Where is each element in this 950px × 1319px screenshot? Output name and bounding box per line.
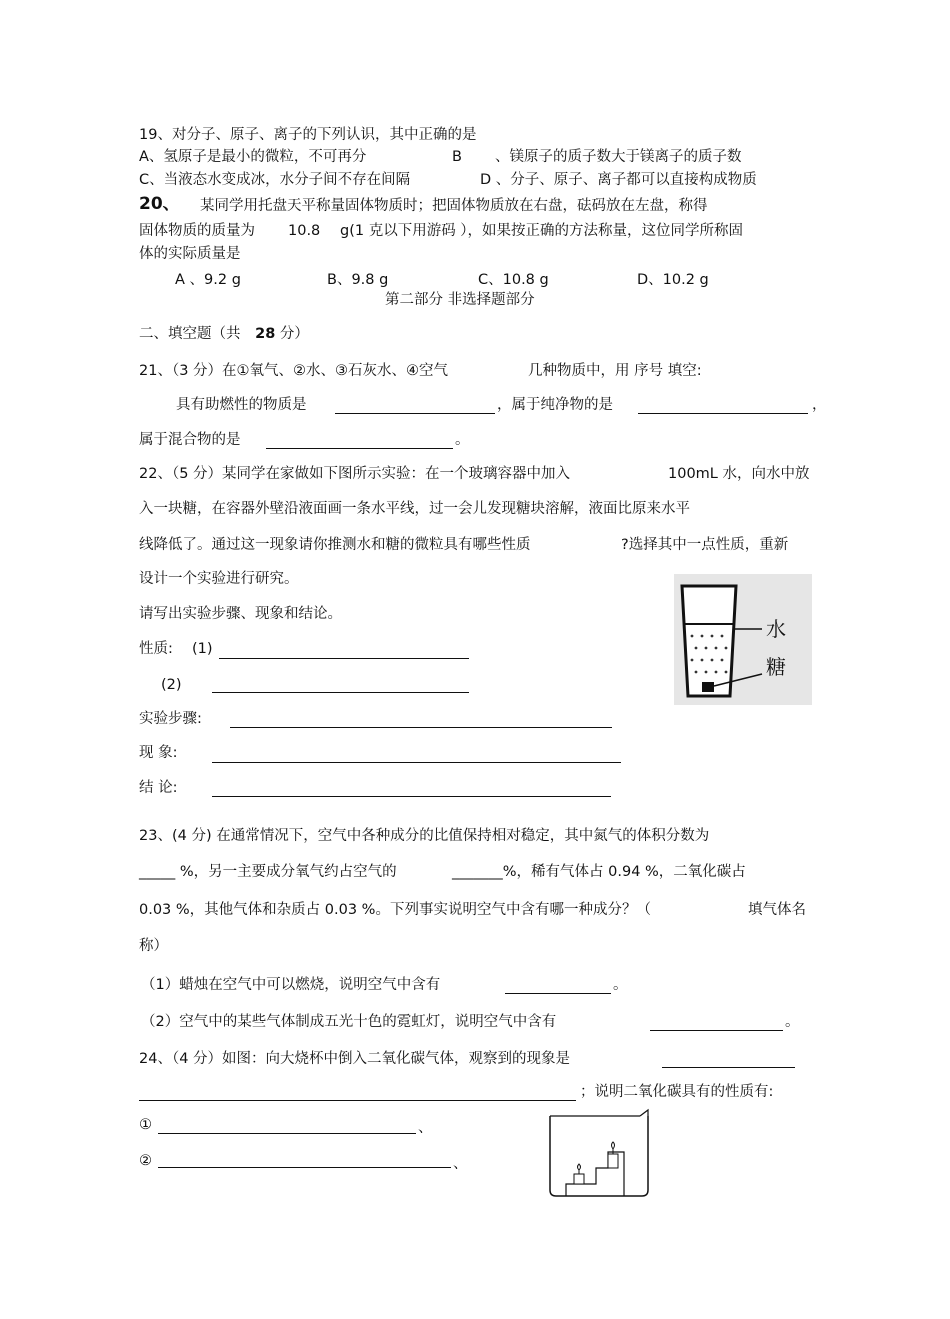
section2-title — [139, 324, 309, 344]
q21-line1a: 21、（3 分）在①氧气、②水、③石灰水、④空气 — [139, 363, 449, 379]
beaker-spout — [640, 1110, 648, 1116]
q24-phenomenon-blank-1[interactable] — [662, 1066, 795, 1068]
q23-sub1b: 。 — [613, 977, 628, 993]
q21-line3b: 。 — [455, 432, 470, 448]
q22-conclusion-label: 结 论: — [139, 780, 178, 796]
sugar-cube — [702, 682, 714, 692]
q22-property-2-blank[interactable] — [212, 691, 469, 693]
q23-line2a: _____ %，另一主要成分氧气约占空气的 — [139, 864, 397, 880]
upper-candle — [608, 1154, 618, 1168]
q24-beaker-candles-figure — [544, 1108, 656, 1200]
q21-pure-blank[interactable] — [638, 412, 808, 414]
q22-line2: 入一块糖，在容器外壁沿液面画一条水平线，过一会儿发现糖块溶解，液面比原来水平 — [139, 501, 690, 517]
q24-item2-end: 、 — [453, 1156, 468, 1172]
q24-line2: ；说明二氧化碳具有的性质有: — [580, 1084, 774, 1100]
q22-line3a: 线降低了。通过这一现象请你推测水和糖的微粒具有哪些性质 — [139, 537, 531, 553]
q21-oxidizer-blank[interactable] — [335, 412, 495, 414]
q22-property-1-label: (1) — [192, 641, 213, 657]
q23-line2b: _______%，稀有气体占 0.94 %，二氧化碳占 — [452, 864, 746, 880]
q22-steps-blank[interactable] — [230, 726, 612, 728]
q20-line2c: g(1 克以下用游码 ），如果按正确的方法称量，这位同学所称固 — [340, 223, 744, 239]
q19-option-b: 、镁原子的质子数大于镁离子的质子数 — [495, 149, 742, 165]
q20-line3: 体的实际质量是 — [139, 246, 241, 262]
q19-option-a: A、氢原子是最小的微粒，不可再分 — [139, 149, 367, 165]
q21-mixture-blank[interactable] — [266, 447, 453, 449]
q20-option-d: D、10.2 g — [637, 272, 709, 288]
q22-line4: 设计一个实验进行研究。 — [139, 571, 299, 587]
q19-stem: 19、对分子、原子、离子的下列认识，其中正确的是 — [139, 127, 477, 143]
q20-option-a: A 、9.2 g — [175, 272, 241, 288]
q19-option-b-letter: B — [452, 149, 462, 165]
lower-candle — [574, 1174, 584, 1184]
q20-line2a: 固体物质的质量为 — [139, 223, 255, 239]
q22-water-sugar-figure — [674, 574, 812, 705]
section2-points: 28 — [255, 326, 276, 342]
q23-sub2a: （2）空气中的某些气体制成五光十色的霓虹灯，说明空气中含有 — [141, 1014, 557, 1030]
q21-line2c: ， — [812, 397, 827, 413]
q22-phenomenon-blank[interactable] — [212, 761, 621, 763]
q22-line5: 请写出实验步骤、现象和结论。 — [139, 606, 342, 622]
q23-line4: 称） — [139, 938, 168, 954]
q22-line1b: 100mL 水，向水中放 — [668, 466, 810, 482]
q21-line2a: 具有助燃性的物质是 — [176, 397, 307, 413]
q22-property-label: 性质: — [139, 641, 173, 657]
q22-property-1-blank[interactable] — [219, 657, 469, 659]
beaker — [550, 1116, 648, 1196]
q22-phenomenon-label: 现 象: — [139, 745, 178, 761]
q23-sub1a: （1）蜡烛在空气中可以燃烧，说明空气中含有 — [141, 977, 441, 993]
q19-option-d: D 、分子、原子、离子都可以直接构成物质 — [480, 172, 757, 188]
part2-title: 第二部分 非选择题部分 — [385, 292, 535, 308]
q24-property-1-blank[interactable] — [158, 1132, 416, 1134]
water-label: 水 — [766, 617, 786, 641]
section2-prefix: 二、填空题（共 — [139, 326, 241, 342]
q20-line2b: 10.8 — [288, 223, 321, 239]
q20-number: 20、 — [139, 194, 180, 214]
q20-option-c: C、10.8 g — [478, 272, 549, 288]
q21-line3a: 属于混合物的是 — [139, 432, 241, 448]
q22-line1a: 22、（5 分）某同学在家做如下图所示实验：在一个玻璃容器中加入 — [139, 466, 571, 482]
q24-item1-marker: ① — [139, 1117, 152, 1133]
q22-line3b: ?选择其中一点性质，重新 — [621, 537, 789, 553]
q24-item2-marker: ② — [139, 1153, 152, 1169]
q23-neon-blank[interactable] — [650, 1029, 783, 1031]
q20-line1: 某同学用托盘天平称量固体物质时；把固体物质放在右盘，砝码放在左盘，称得 — [200, 198, 708, 214]
q22-steps-label: 实验步骤: — [139, 711, 202, 727]
q22-conclusion-blank[interactable] — [212, 795, 611, 797]
sugar-label: 糖 — [766, 655, 786, 679]
q23-line3b: 填气体名 — [748, 902, 806, 918]
q23-sub2b: 。 — [785, 1014, 800, 1030]
q24-item1-end: 、 — [418, 1120, 433, 1136]
q23-line1: 23、(4 分) 在通常情况下，空气中各种成分的比值保持相对稳定，其中氮气的体积分数为 — [139, 828, 710, 844]
q22-property-2-label: (2) — [161, 677, 182, 693]
q21-line1b: 几种物质中，用 序号 填空: — [528, 363, 702, 379]
q23-candle-blank[interactable] — [505, 992, 611, 994]
q24-property-2-blank[interactable] — [158, 1166, 451, 1168]
q19-option-c: C、当液态水变成冰，水分子间不存在间隔 — [139, 172, 411, 188]
upper-flame-icon — [612, 1142, 615, 1149]
section2-suffix: 分） — [279, 326, 309, 342]
q24-phenomenon-blank-2[interactable] — [139, 1099, 576, 1101]
q24-line1: 24、（4 分）如图：向大烧杯中倒入二氧化碳气体，观察到的现象是 — [139, 1051, 571, 1067]
glass-container — [682, 586, 736, 696]
q23-line3a: 0.03 %，其他气体和杂质占 0.03 %。下列事实说明空气中含有哪一种成分？（ — [139, 902, 651, 918]
q21-line2b: ，属于纯净物的是 — [497, 397, 613, 413]
q20-option-b: B、9.8 g — [327, 272, 389, 288]
